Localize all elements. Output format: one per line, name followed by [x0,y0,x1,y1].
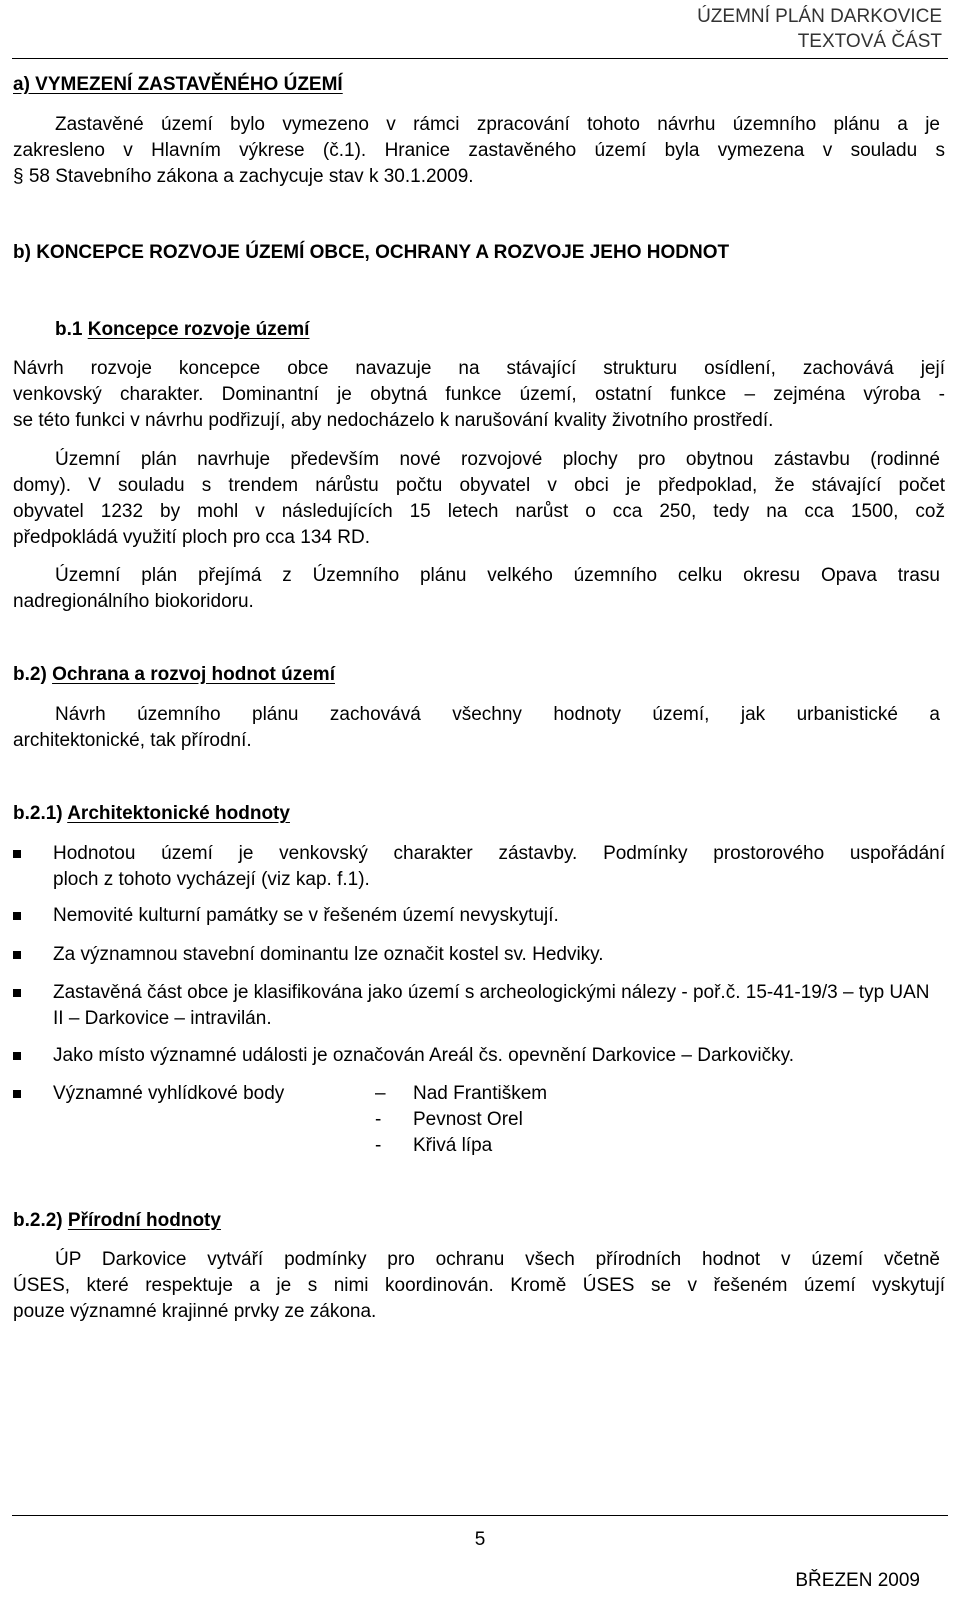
viewpoint-name: Pevnost Orel [413,1109,523,1130]
section-a-paragraph-cont [13,138,945,190]
text-line: Územní plán přejímá z Územního plánu velkého územního celku okresu Opava trasu [55,565,940,586]
viewpoint-dash: – [375,1083,386,1104]
text-line: venkovský charakter. Dominantní je obytná funkce území, ostatní funkce – zejména výroba - [13,384,945,405]
text-line: Návrh územního plánu zachovává všechny hodnoty území, jak urbanistické a [55,704,940,725]
b1-heading [55,317,309,343]
bullet-item [13,980,945,1032]
b1-paragraph-3 [55,563,940,589]
bullet-square-icon [13,1052,21,1060]
b2-number: b.2) [13,664,47,685]
b21-number: b.2.1) [13,803,63,824]
b22-paragraph-cont [13,1273,945,1325]
viewpoint-dash: - [375,1109,382,1130]
running-header [697,4,942,54]
text-line: ÚSES, které respektuje a je s nimi koordinován. Kromě ÚSES se v řešeném území vyskytují [13,1275,945,1296]
b22-paragraph [55,1247,940,1273]
b22-number: b.2.2) [13,1210,63,1231]
text-line: se této funkci v návrhu podřizují, aby nedocházelo k narušování kvality životního prostředí. [13,410,774,431]
text-line: poř.č. 15-41-19/3 – typ UAN II – Darkovice – intravilán. [53,982,930,1029]
footer-date: BŘEZEN 2009 [795,1570,920,1591]
bullet-item [13,841,945,893]
b1-paragraph-3-cont [13,589,945,615]
b1-title: Koncepce rozvoje území [87,319,310,340]
text-line: ÚP Darkovice vytváří podmínky pro ochranu všech přírodních hodnot v území včetně [55,1249,940,1270]
viewpoint-name: Nad Františkem [413,1083,548,1104]
text-line: Nemovité kulturní památky se v řešeném území nevyskytují. [53,905,559,926]
text-line: nadregionálního biokoridoru. [13,591,254,612]
text-line: předpokládá využití ploch pro cca 134 RD. [13,527,370,548]
text-line: zakresleno v Hlavním výkrese (č.1). Hranice zastavěného území byla vymezena v souladu s [13,140,945,161]
header-rule [12,58,948,59]
section-b-heading [13,240,729,266]
bullet-square-icon [13,850,21,858]
viewpoints-label: Významné vyhlídkové body [53,1083,285,1104]
b2-heading [13,662,335,688]
section-b-title: b) KONCEPCE ROZVOJE ÚZEMÍ OBCE, OCHRANY A ROZVOJE JEHO HODNOT [13,242,730,263]
b1-number: b.1 [55,319,83,340]
b21-heading [13,801,290,827]
text-line: Zastavěné území bylo vymezeno v rámci zpracování tohoto návrhu územního plánu a je [55,114,940,135]
section-a-heading: a) VYMEZENÍ ZASTAVĚNÉHO ÚZEMÍ [13,74,343,95]
text-line: ploch z tohoto vycházejí (viz kap. f.1). [53,869,370,890]
page-number: 5 [474,1529,486,1550]
text-line: Zastavěná část obce je klasifikována jako území s archeologickými nálezy - [53,982,688,1003]
text-line: Jako místo významné události je označován Areál čs. opevnění Darkovice – Darkovičky. [53,1045,794,1066]
viewpoint-name: Křivá lípa [413,1135,493,1156]
bullet-item [13,903,945,929]
b1-paragraph-2 [55,447,940,473]
text-line: § 58 Stavebního zákona a zachycuje stav k 30.1.2009. [13,166,474,187]
footer-rule [12,1515,948,1516]
bullet-square-icon [13,951,21,959]
text-line: domy). V souladu s trendem nárůstu počtu obyvatel v obci je předpoklad, že stávající počet [13,475,945,496]
header-title: ÚZEMNÍ PLÁN DARKOVICE [697,6,942,27]
text-line: Územní plán navrhuje především nové rozvojové plochy pro obytnou zástavbu (rodinné [55,449,940,470]
b22-heading [13,1208,221,1234]
section-a-paragraph [55,112,940,138]
b2-paragraph [55,702,940,728]
b2-paragraph-cont [13,728,945,754]
bullet-square-icon [13,1090,21,1098]
b2-title: Ochrana a rozvoj hodnot území [52,664,335,685]
bullet-square-icon [13,989,21,997]
b1-paragraph-1 [13,356,945,434]
b21-title: Architektonické hodnoty [67,803,290,824]
text-line: Za významnou stavební dominantu lze označit kostel sv. Hedviky. [53,944,604,965]
viewpoint-dash: - [375,1135,382,1156]
text-line: Návrh rozvoje koncepce obce navazuje na stávající strukturu osídlení, zachovává její [13,358,945,379]
text-line: obyvatel 1232 by mohl v následujících 15 letech narůst o cca 250, tedy na cca 1500, což [13,501,945,522]
bullet-item [13,942,945,968]
text-line: pouze významné krajinné prvky ze zákona. [13,1301,377,1322]
b1-paragraph-2-cont [13,473,945,551]
text-line: Hodnotou území je venkovský charakter zástavby. Podmínky prostorového uspořádání [53,843,945,864]
header-subtitle: TEXTOVÁ ČÁST [797,31,942,52]
b22-title: Přírodní hodnoty [67,1210,221,1231]
text-line: architektonické, tak přírodní. [13,730,252,751]
bullet-item [13,1043,945,1069]
bullet-square-icon [13,912,21,920]
